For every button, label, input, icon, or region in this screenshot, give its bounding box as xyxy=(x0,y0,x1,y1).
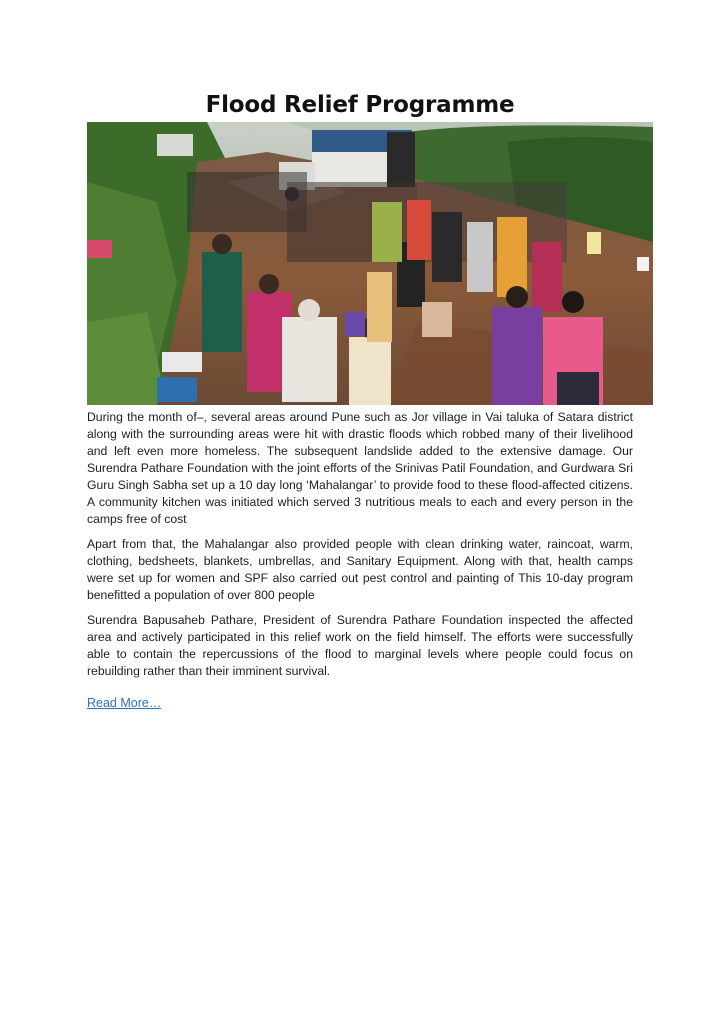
paragraph-1: During the month of–, several areas around Pune such as Jor village in Vai taluka of Satara district along with the surrounding areas were hit with drastic floods which robbed many of their livelihood and left even more homeless. The subsequent landslide added to the extensive damage. Our Surendra Pathare Foundation with the joint efforts of the Srinivas Patil Foundation, and Gurdwara Sri Guru Singh Sabha set up a 10 day long ‘Mahalangar’ to provide food to these flood-affected citizens. A community kitchen was initiated which served 3 nutritious meals to each and every person in the camps free of cost xyxy=(87,410,633,526)
article-body xyxy=(87,406,633,712)
page-title: Flood Relief Programme xyxy=(205,92,515,118)
flood-relief-photo xyxy=(87,122,653,405)
read-more-link[interactable]: Read More… xyxy=(87,696,162,710)
paragraph-2: Apart from that, the Mahalangar also provided people with clean drinking water, raincoat, warm, clothing, bedsheets, blankets, umbrellas, and Sanitary Equipment. Along with that, health camps were set up for women and SPF also carried out pest control and painting of This 10-day program benefitted a population of over 800 people xyxy=(87,537,633,602)
paragraph-3: Surendra Bapusaheb Pathare, President of Surendra Pathare Foundation inspected the affected area and actively participated in this relief work on the field himself. The efforts were successfully able to contain the repercussions of the flood to marginal levels where people could focus on rebuilding rather than their imminent survival. xyxy=(87,613,633,678)
